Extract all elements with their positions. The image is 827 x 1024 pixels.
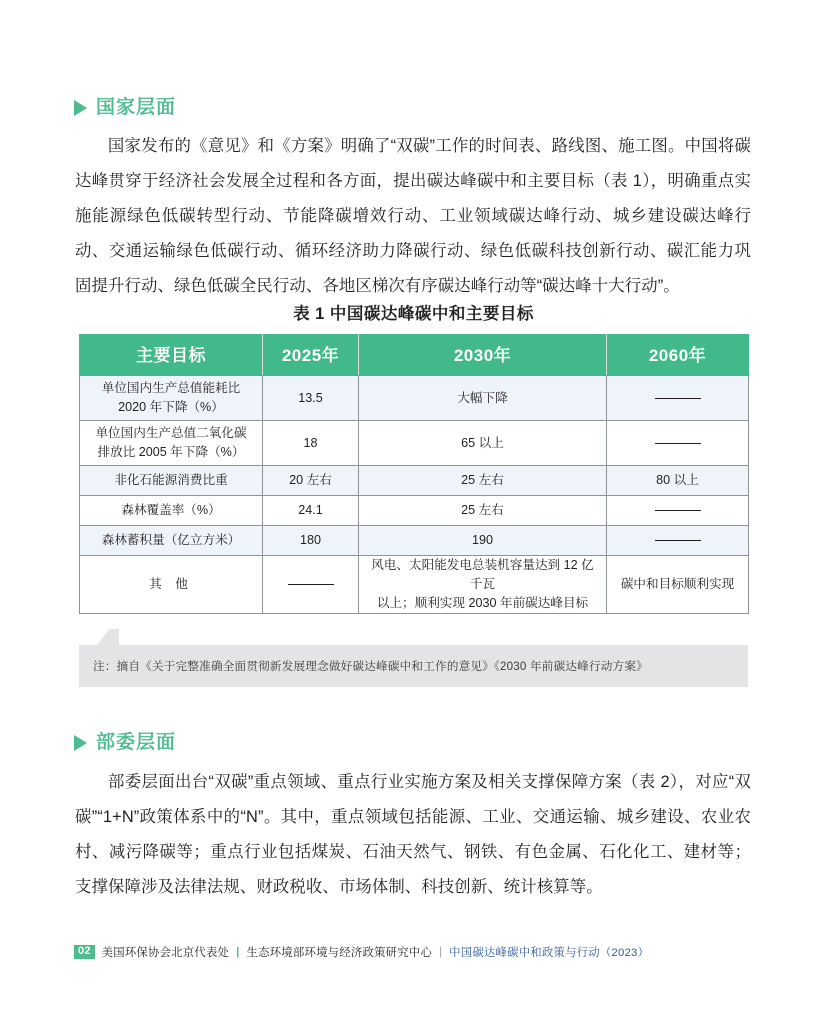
table-header — [80, 335, 749, 376]
table-cell-2025 — [263, 556, 359, 614]
table-cell-2060 — [607, 496, 749, 526]
footer-publication-title: 中国碳达峰碳中和政策与行动（2023） — [449, 947, 650, 959]
table-cell-2030: 190 — [359, 526, 607, 556]
paragraph-national-text: 国家发布的《意见》和《方案》明确了“双碳”工作的时间表、路线图、施工图。中国将碳达峰贯穿于经济社会发展全过程和各方面，提出碳达峰碳中和主要目标（表 1），明确重点实施能源绿色低碳转型行动、节能降碳增效行动、工业领域碳达峰行动、城乡建设碳达峰行动、交通运输绿色低碳行动、循环经济助力降碳行动、绿色低碳科技创新行动、碳汇能力巩固提升行动、绿色低碳全民行动、各地区梯次有序碳达峰行动等“碳达峰十大行动”。 — [75, 137, 751, 295]
table-body — [80, 376, 749, 614]
table-row — [80, 421, 749, 466]
em-dash-placeholder — [655, 510, 701, 511]
triangle-bullet-icon — [74, 735, 87, 751]
cell-text: 风电、太阳能发电总装机容量达到 12 亿千瓦 以上；顺利实现 2030 年前碳达峰目标 — [371, 558, 594, 610]
table-cell-2030: 25 左右 — [359, 496, 607, 526]
table-row — [80, 376, 749, 421]
table-cell-goal — [80, 556, 263, 614]
table-cell-2030: 大幅下降 — [359, 376, 607, 421]
cell-text: 其 他 — [149, 577, 193, 591]
table-cell-2060: 碳中和目标顺利实现 — [607, 556, 749, 614]
table-cell-2060: 80 以上 — [607, 466, 749, 496]
table-container — [79, 334, 748, 614]
table-cell-2060 — [607, 526, 749, 556]
table-note-box — [79, 645, 748, 687]
table-header-cell-2: 2030年 — [359, 335, 607, 376]
page-number-badge: 02 — [74, 945, 95, 959]
table-row — [80, 496, 749, 526]
table-cell-2025: 180 — [263, 526, 359, 556]
carbon-goals-table — [79, 334, 749, 614]
note-bubble-tail-icon — [97, 629, 119, 645]
table-note-container — [79, 645, 748, 687]
triangle-bullet-icon — [74, 100, 87, 116]
table-cell-2025: 24.1 — [263, 496, 359, 526]
table-note-text: 注：摘自《关于完整准确全面贯彻新发展理念做好碳达峰碳中和工作的意见》《2030 年前碳达峰行动方案》 — [93, 660, 648, 673]
table-cell-goal — [80, 376, 263, 421]
footer-org-2: 生态环境部环境与经济政策研究中心 — [246, 947, 432, 959]
table-cell-goal: 非化石能源消费比重 — [80, 466, 263, 496]
cell-text: 单位国内生产总值能耗比 2020 年下降（%） — [101, 381, 241, 414]
em-dash-placeholder — [655, 398, 701, 399]
table-header-cell-1: 2025年 — [263, 335, 359, 376]
paragraph-ministries-text: 部委层面出台“双碳”重点领域、重点行业实施方案及相关支撑保障方案（表 2），对应“双碳”“1+N”政策体系中的“N”。其中，重点领域包括能源、工业、交通运输、城乡建设、农业农村、减污降碳等；重点行业包括煤炭、石油天然气、钢铁、有色金属、石化化工、建材等；支撑保障涉及法律法规、财政税收、市场体制、科技创新、统计核算等。 — [75, 773, 751, 896]
table-cell-2030 — [359, 556, 607, 614]
footer-separator-2: | — [438, 946, 443, 958]
table-cell-goal — [80, 421, 263, 466]
cell-text: 单位国内生产总值二氧化碳 排放比 2005 年下降（%） — [95, 426, 247, 459]
table-row — [80, 466, 749, 496]
table-row — [80, 526, 749, 556]
table-cell-2060 — [607, 376, 749, 421]
table-cell-goal: 森林蓄积量（亿立方米） — [80, 526, 263, 556]
page-footer — [74, 944, 649, 960]
table-header-row — [80, 335, 749, 376]
table-cell-2025: 20 左右 — [263, 466, 359, 496]
table-header-cell-0: 主要目标 — [80, 335, 263, 376]
table-cell-2025: 13.5 — [263, 376, 359, 421]
footer-separator-1: | — [236, 946, 240, 958]
table-cell-2030: 65 以上 — [359, 421, 607, 466]
table-header-cell-3: 2060年 — [607, 335, 749, 376]
section-heading-label: 国家层面 — [96, 97, 177, 118]
em-dash-placeholder — [288, 584, 334, 585]
table-caption: 表 1 中国碳达峰碳中和主要目标 — [293, 305, 534, 323]
footer-org-1: 美国环保协会北京代表处 — [101, 947, 230, 959]
section-heading-ministries — [74, 733, 176, 752]
em-dash-placeholder — [655, 540, 701, 541]
paragraph-national — [75, 129, 751, 304]
table-row — [80, 556, 749, 614]
section-heading-label: 部委层面 — [96, 732, 177, 753]
em-dash-placeholder — [655, 443, 701, 444]
paragraph-ministries — [75, 765, 751, 905]
table-cell-2025: 18 — [263, 421, 359, 466]
section-heading-national — [74, 98, 176, 117]
table-cell-goal: 森林覆盖率（%） — [80, 496, 263, 526]
table-cell-2060 — [607, 421, 749, 466]
table-cell-2030: 25 左右 — [359, 466, 607, 496]
